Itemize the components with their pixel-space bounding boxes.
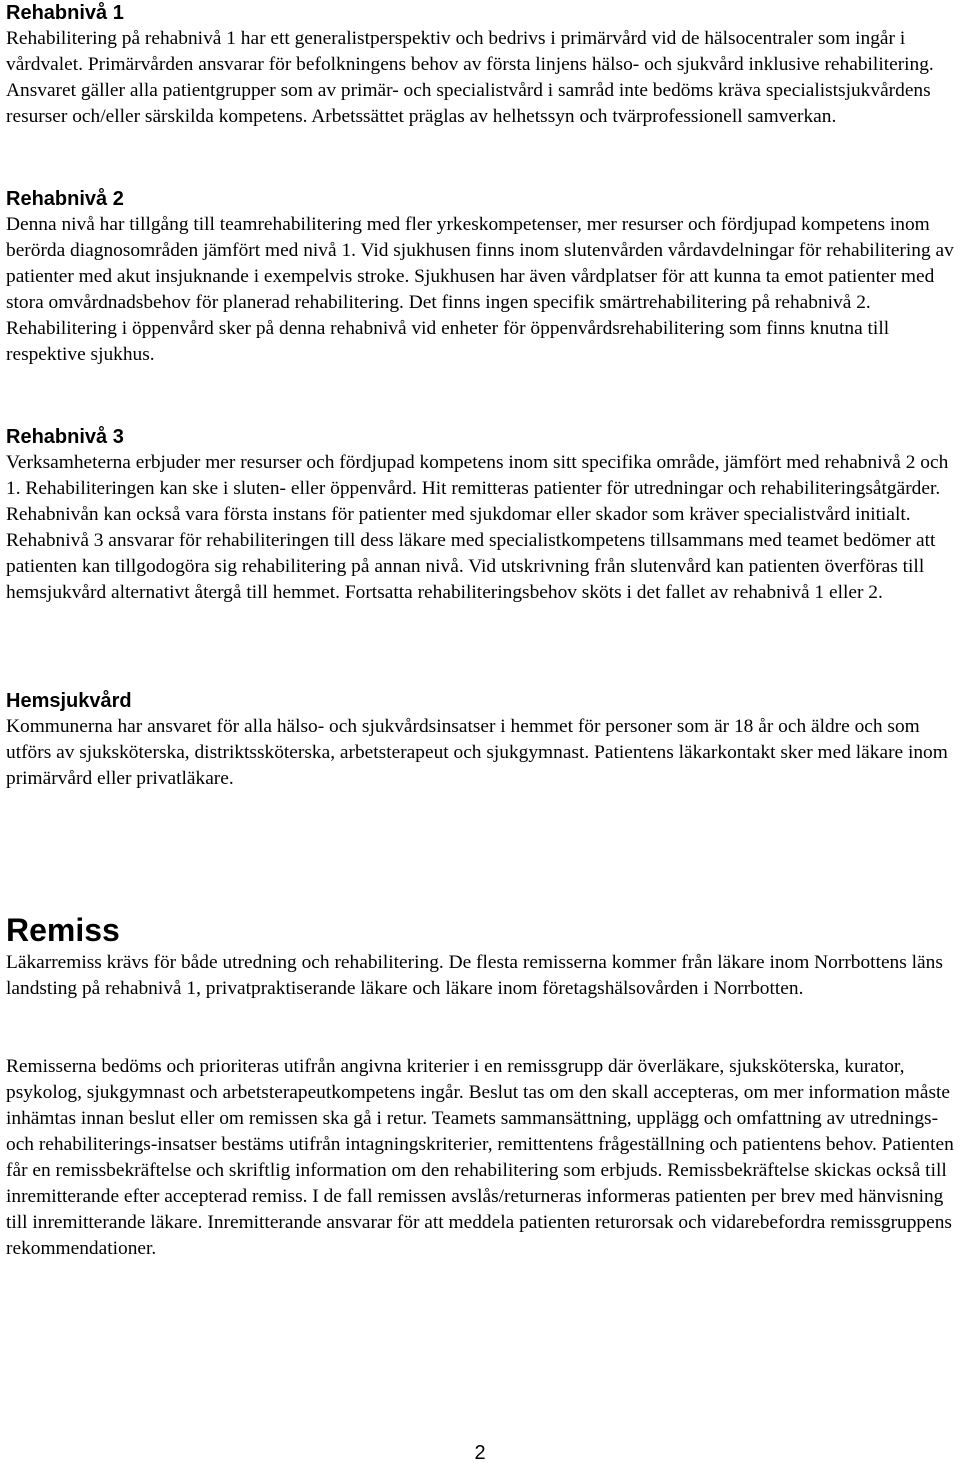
section-paragraph: Verksamheterna erbjuder mer resurser och fördjupad kompetens inom sitt specifika område, jämfört med rehabnivå 2 och 1. Rehabiliteringen kan ske i sluten- eller öppenvård. Hit remitteras patienter för utredningar och rehabiliteringsåtgärder. Rehabnivån kan också vara första instans för patienter med sjukdomar eller skador som kräver specialistvård initialt. Rehabnivå 3 ansvarar för rehabiliteringen till dess läkare med specialistkompetens tillsammans med teamet bedömer att patienten kan tillgodogöra sig rehabilitering på annan nivå. Vid utskrivning från slutenvård kan patienten överföras till hemsjukvård alternativt återgå till hemmet. Fortsatta rehabiliteringsbehov sköts i det fallet av rehabnivå 1 eller 2. <box>6 452 949 603</box>
remiss-paragraph-1: Läkarremiss krävs för både utredning och rehabilitering. De flesta remisserna kommer från läkare inom Norrbottens läns landsting på rehabnivå 1, privatpraktiserande läkare och läkare inom företagshälsovården i Norrbotten. <box>6 952 943 999</box>
section-rehabniva-1 <box>6 0 956 130</box>
section-heading: Rehabnivå 3 <box>6 426 124 448</box>
section-title: Remiss <box>6 912 120 948</box>
section-paragraph: Rehabilitering på rehabnivå 1 har ett generalistperspektiv och bedrivs i primärvård vid de hälsocentraler som ingår i vårdvalet. Primärvården ansvarar för befolkningens behov av första linjens hälso- och sjukvård inklusive rehabilitering. Ansvaret gäller alla patientgrupper som av primär- och specialistvård i samråd inte bedöms kräva specialistsjukvårdens resurser och/eller särskilda kompetens. Arbetssättet präglas av helhetssyn och tvärprofessionell samverkan. <box>6 28 934 127</box>
section-rehabniva-3 <box>6 424 956 606</box>
section-heading: Rehabnivå 2 <box>6 188 124 210</box>
section-remiss <box>6 910 956 1002</box>
section-rehabniva-2 <box>6 186 956 368</box>
section-hemsjukvard <box>6 688 956 792</box>
section-paragraph: Kommunerna har ansvaret för alla hälso- och sjukvårdsinsatser i hemmet för personer som är 18 år och äldre och som utförs av sjuksköterska, distriktssköterska, arbetsterapeut och sjukgymnast. Patientens läkarkontakt sker med läkare inom primärvård eller privatläkare. <box>6 716 948 789</box>
section-paragraph: Denna nivå har tillgång till teamrehabilitering med fler yrkeskompetenser, mer resurser och fördjupad kompetens inom berörda diagnosområden jämfört med nivå 1. Vid sjukhusen finns inom slutenvården vårdavdelningar för rehabilitering av patienter med akut insjuknande i exempelvis stroke. Sjukhusen har även vårdplatser för att kunna ta emot patienter med stora omvårdnadsbehov för planerad rehabilitering. Det finns ingen specifik smärtrehabilitering på rehabnivå 2. Rehabilitering i öppenvård sker på denna rehabnivå vid enheter för öppenvårdsrehabilitering som finns knutna till respektive sjukhus. <box>6 214 954 365</box>
section-heading: Rehabnivå 1 <box>6 2 124 24</box>
section-remiss-continued <box>6 1054 956 1262</box>
remiss-paragraph-2: Remisserna bedöms och prioriteras utifrån angivna kriterier i en remissgrupp där överläkare, sjuksköterska, kurator, psykolog, sjukgymnast och arbetsterapeutkompetens ingår. Beslut tas om den skall accepteras, om mer information måste inhämtas innan beslut eller om remissen ska gå i retur. Teamets sammansättning, upplägg och omfattning av utrednings- och rehabiliterings-insatser bestäms utifrån intagningskriterier, remittentens frågeställning och patientens behov. Patienten får en remissbekräftelse och skriftlig information om den rehabilitering som erbjuds. Remissbekräftelse skickas också till inremitterande efter accepterad remiss. I de fall remissen avslås/returneras informeras patienten per brev med hänvisning till inremitterande läkare. Inremitterande ansvarar för att meddela patienten returorsak och vidarebefordra remissgruppens rekommendationer. <box>6 1056 954 1259</box>
section-heading: Hemsjukvård <box>6 690 132 712</box>
page-number: 2 <box>474 1442 486 1464</box>
